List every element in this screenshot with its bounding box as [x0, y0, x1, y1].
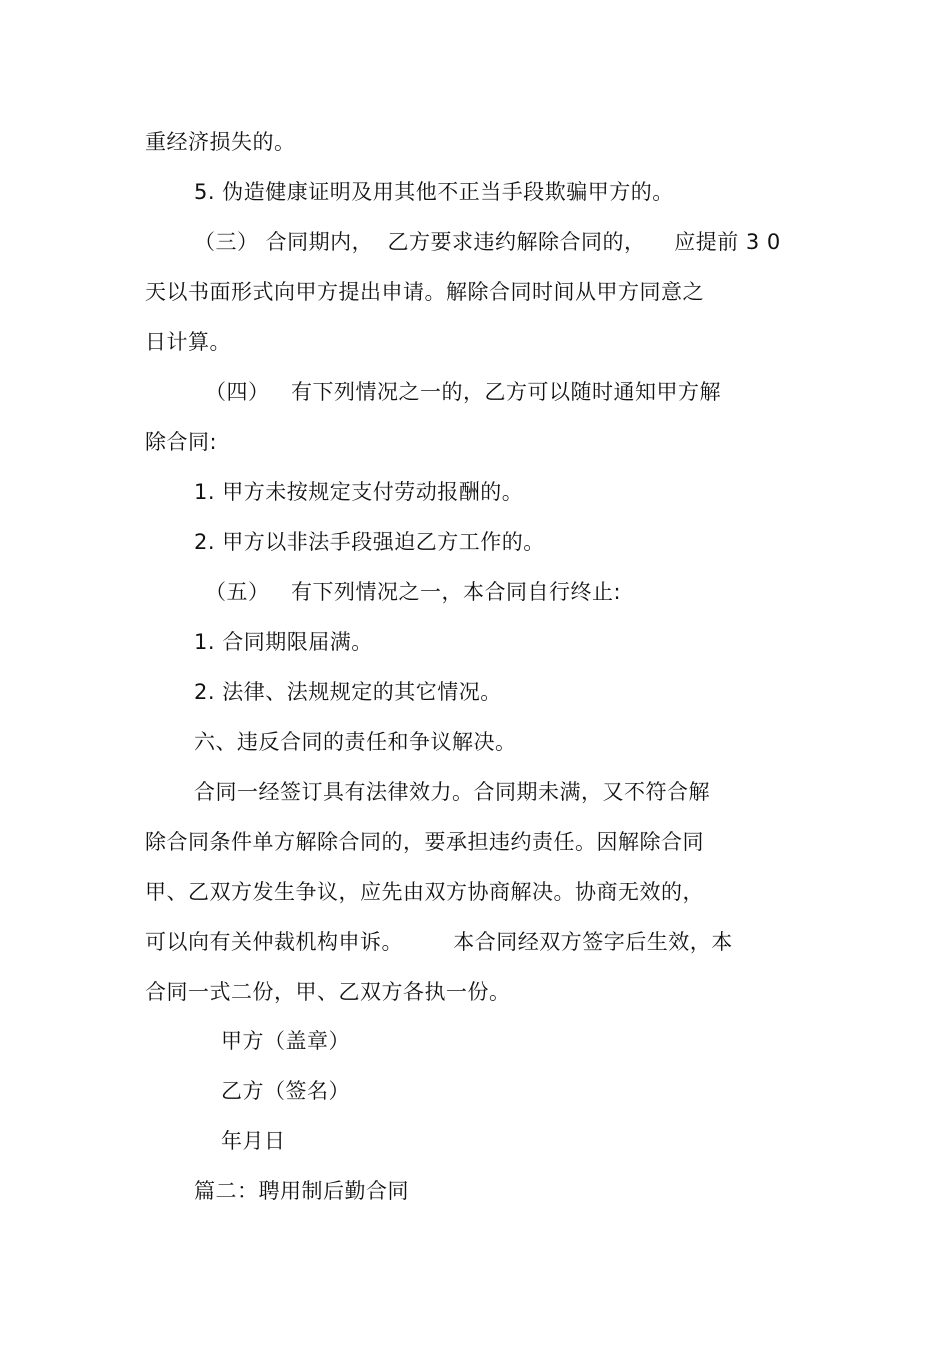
paragraph-line: 甲、乙双方发生争议，应先由双方协商解决。协商无效的，	[145, 880, 704, 904]
list-item: 2. 甲方以非法手段强迫乙方工作的。	[194, 530, 545, 554]
paragraph-line: 除合同条件单方解除合同的，要承担违约责任。因解除合同	[145, 830, 704, 854]
paragraph-line: 合同一经签订具有法律效力。合同期未满，又不符合解	[194, 780, 710, 804]
paragraph-line: 日计算。	[145, 330, 231, 354]
section-title: 篇二：聘用制后勤合同	[194, 1179, 409, 1203]
paragraph-line: （四） 有下列情况之一的，乙方可以随时通知甲方解	[205, 380, 722, 404]
paragraph-line: 除合同:	[145, 430, 218, 454]
list-item: 1. 甲方未按规定支付劳动报酬的。	[194, 480, 524, 504]
section-heading: 六、违反合同的责任和争议解决。	[194, 730, 517, 754]
paragraph-line: 重经济损失的。	[145, 130, 296, 154]
list-item: 2. 法律、法规规定的其它情况。	[194, 680, 502, 704]
date-line: 年月日	[221, 1129, 286, 1153]
paragraph-line: 天以书面形式向甲方提出申请。解除合同时间从甲方同意之	[145, 280, 704, 304]
paragraph-line: （三） 合同期内， 乙方要求违约解除合同的， 应提前 3 0	[194, 230, 781, 254]
signature-line-party-a: 甲方（盖章）	[221, 1029, 350, 1053]
signature-line-party-b: 乙方（签名）	[221, 1079, 350, 1103]
paragraph-line: 可以向有关仲裁机构申诉。 本合同经双方签字后生效，本	[145, 930, 733, 954]
paragraph-line: 5. 伪造健康证明及用其他不正当手段欺骗甲方的。	[194, 180, 674, 204]
paragraph-line: 合同一式二份，甲、乙双方各执一份。	[145, 980, 511, 1004]
paragraph-line: （五） 有下列情况之一，本合同自行终止:	[205, 580, 622, 604]
list-item: 1. 合同期限届满。	[194, 630, 373, 654]
